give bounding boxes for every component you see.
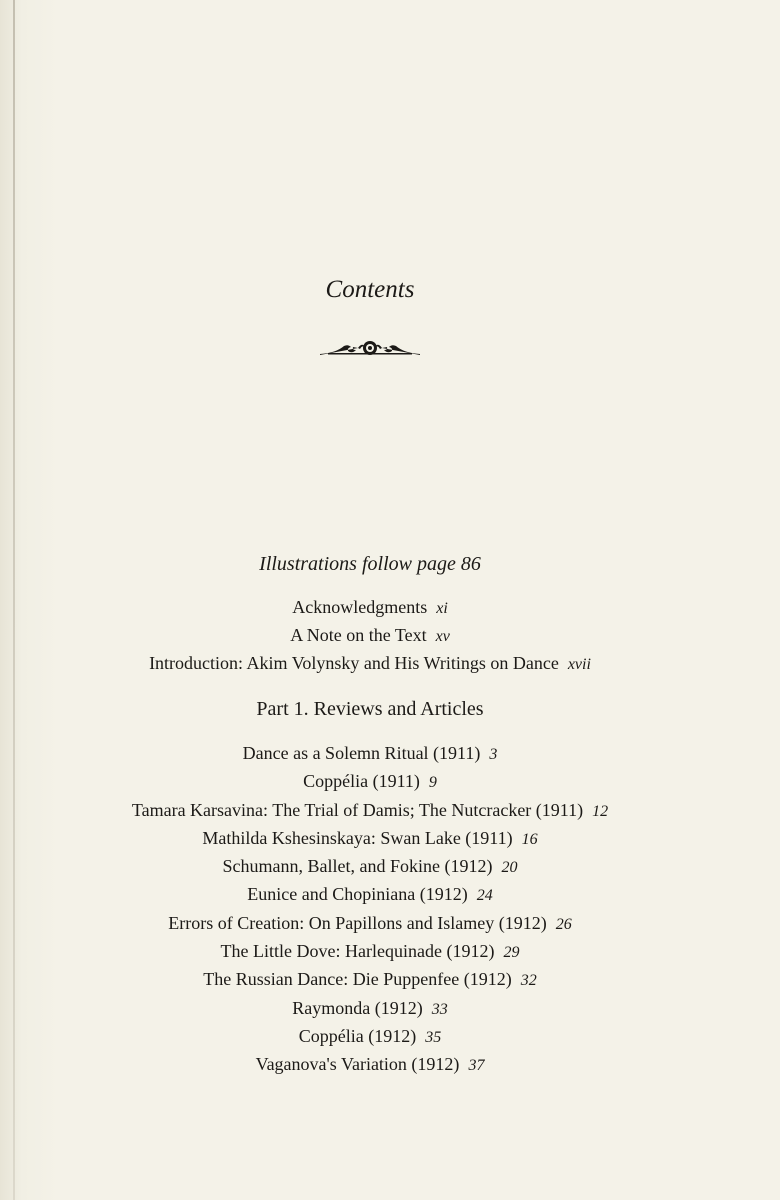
toc-entry-title: The Little Dove: Harlequinade (1912) — [220, 941, 495, 962]
part-title: Part 1. Reviews and Articles — [256, 698, 484, 720]
toc-entry-title: Raymonda (1912) — [292, 997, 423, 1018]
toc-entry-title: Mathilda Kshesinskaya: Swan Lake (1911) — [202, 827, 513, 848]
toc-entry[interactable] — [0, 853, 740, 881]
toc-entry[interactable] — [0, 622, 740, 650]
toc-entry-title: Vaganova's Variation (1912) — [255, 1054, 460, 1075]
toc-entry-page: 16 — [521, 830, 538, 848]
toc-entry[interactable] — [0, 910, 740, 938]
toc-entry-title: Errors of Creation: On Papillons and Islamey (1912) — [168, 912, 547, 933]
toc-entry[interactable] — [0, 594, 740, 622]
toc-entry-page: xv — [435, 628, 450, 645]
toc-entry-title: Tamara Karsavina: The Trial of Damis; The Nutcracker (1911) — [131, 799, 584, 820]
toc-entry-page: 35 — [425, 1028, 442, 1046]
toc-entry-page: xi — [436, 600, 448, 617]
toc-entry-title: Dance as a Solemn Ritual (1911) — [242, 743, 481, 763]
toc-entry-page: 12 — [592, 802, 609, 820]
toc-entry-page: xvii — [567, 656, 591, 673]
toc-entry[interactable] — [0, 966, 740, 994]
toc-entry[interactable] — [0, 797, 740, 825]
toc-entry-page: 9 — [428, 774, 437, 792]
toc-entry[interactable] — [0, 650, 740, 678]
toc-entry-title: The Russian Dance: Die Puppenfee (1912) — [203, 969, 512, 990]
toc-entry-title: Introduction: Akim Volynsky and His Writings on Dance — [149, 653, 559, 673]
toc-entry-title: Coppélia (1911) — [303, 771, 420, 792]
part1-entry-list — [0, 740, 740, 1080]
floral-ornament-icon — [0, 338, 740, 358]
toc-entry[interactable] — [0, 938, 740, 966]
toc-entry[interactable] — [0, 825, 740, 853]
toc-entry[interactable] — [0, 740, 740, 768]
toc-entry-page: 26 — [555, 915, 572, 933]
toc-entry-page: 3 — [489, 746, 498, 763]
toc-entry-page: 37 — [468, 1057, 485, 1075]
toc-entry-title: Eunice and Chopiniana (1912) — [247, 884, 468, 905]
toc-entry-title: Schumann, Ballet, and Fokine (1912) — [222, 856, 493, 877]
toc-entry[interactable] — [0, 768, 740, 796]
toc-entry-title: Acknowledgments — [292, 597, 428, 617]
toc-entry-page: 33 — [431, 1000, 448, 1018]
toc-entry-page: 32 — [520, 972, 537, 990]
toc-entry[interactable] — [0, 995, 740, 1023]
toc-entry[interactable] — [0, 1051, 740, 1079]
toc-entry-title: Coppélia (1912) — [298, 1025, 417, 1046]
toc-entry-title: A Note on the Text — [290, 625, 427, 645]
contents-heading: Contents — [325, 276, 415, 303]
toc-entry-page: 24 — [476, 887, 493, 905]
illustrations-note: Illustrations follow page 86 — [259, 553, 481, 575]
front-matter-list — [0, 594, 740, 678]
toc-entry-page: 29 — [503, 944, 520, 962]
toc-entry[interactable] — [0, 881, 740, 909]
toc-entry[interactable] — [0, 1023, 740, 1051]
toc-entry-page: 20 — [501, 859, 518, 877]
